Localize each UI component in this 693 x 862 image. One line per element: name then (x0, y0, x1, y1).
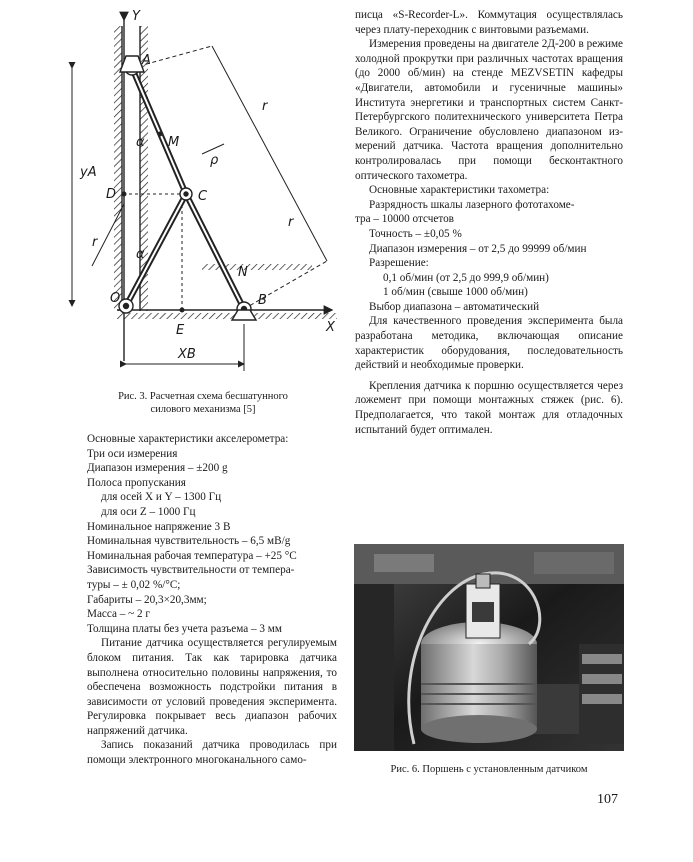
tacho-resolution-title: Разрешение: (369, 257, 429, 270)
label-point-b: B (258, 293, 267, 308)
dimension-r-line (212, 46, 327, 261)
accel-thickness: Толщина платы без учета разъема – 3 мм (87, 622, 282, 635)
accel-sensitivity: Номинальная чувствительность – 6,5 мВ/g (87, 535, 291, 548)
measure-paragraph: Измерения проведены на двигателе 2Д-200 в режиме холодной прокрутки при различных частотах вращения (до 2000 об/мин) на стенде MEZVSETIN кафедры «Двигатели, автомобили и гусеничные машины» Института энергетики и транспортных систем Санкт-Петербургского политехнического университета Петра Великого. Ограничение обусловлено диапазоном измерений датчика. Частота вращения дополнительно контролировалась при помощи бесконтактного оптического тахометра. (355, 38, 623, 182)
accel-axes: Три оси измерения (87, 447, 178, 460)
label-alpha-bottom: α (136, 247, 145, 262)
accel-dimensions: Габариты – 20,3×20,3мм; (87, 593, 207, 606)
label-x-axis: X (326, 320, 335, 335)
accel-bandwidth: Полоса пропускания (87, 476, 186, 489)
method-paragraph: Для качественного проведения эксперимента была разработана методика, включающая описание характеристик оборудования, последовательность действий и необходимые проверки. (355, 315, 623, 372)
mechanism-scheme-figure (62, 6, 345, 376)
mount-paragraph: Крепления датчика к поршню осуществляется через ложемент при помощи монтажных стяжек (рис. 6). Предполагается, что такой монтаж для отладочных испытаний будет оптимален. (355, 379, 623, 436)
page-number: 107 (597, 792, 618, 807)
label-point-d: D (106, 187, 117, 202)
accel-temp-dependency-2: туры – ± 0,02 %/°С; (87, 578, 181, 591)
tacho-resolution-2: тра – 10000 отсчетов (355, 213, 454, 226)
slider-b (232, 310, 256, 320)
label-xb: XB (178, 347, 196, 362)
figure3-caption (100, 390, 306, 416)
tacho-resolution-1: Разрядность шкалы лазерного фототахоме- (369, 198, 575, 211)
label-point-n: N (238, 265, 248, 280)
right-column (355, 8, 623, 437)
label-y-axis: Y (132, 9, 140, 24)
figure3-caption-line2: силового механизма [5] (150, 404, 256, 415)
tacho-range: Диапазон измерения – от 2,5 до 99999 об/мин (369, 242, 587, 255)
label-r-bottom: r (288, 215, 294, 230)
tacho-range-select: Выбор диапазона – автоматический (369, 300, 540, 313)
label-alpha-top: α (136, 135, 145, 150)
accel-temp-dependency-1: Зависимость чувствительности от темпера- (87, 564, 295, 577)
label-rho: ρ (210, 153, 219, 168)
label-point-a: A (142, 53, 151, 68)
piston-photo (354, 544, 624, 751)
accel-voltage: Номинальное напряжение 3 В (87, 520, 231, 533)
label-point-c: C (198, 189, 208, 204)
power-paragraph: Питание датчика осуществляется регулируемым блоком питания. Так как тарировка датчика выполнена относительно половины напряжения, то обеспечена возможность подстройки питания в зависимости от условий проведения эксперимента. Регулировка покрывает весь диапазон рабочих напряжений датчика. (87, 637, 337, 737)
continuation-paragraph: писца «S-Recorder-L». Коммутация осуществлялась через плату-переходник с винтовыми разъемами. (355, 9, 623, 36)
accel-range: Диапазон измерения – ±200 g (87, 462, 228, 475)
label-point-m: M (168, 135, 180, 150)
label-point-o: O (110, 291, 121, 306)
figure3-caption-line1: Рис. 3. Расчетная схема бесшатунного (118, 391, 288, 402)
tacho-resolution-low: 0,1 об/мин (от 2,5 до 999,9 об/мин) (383, 271, 549, 284)
figure6-caption: Рис. 6. Поршень с установленным датчиком (390, 764, 588, 775)
accel-bandwidth-z: для оси Z – 1000 Гц (101, 505, 196, 518)
accel-title: Основные характеристики акселерометра: (87, 433, 289, 445)
tacho-title: Основные характеристики тахометра: (369, 184, 550, 197)
accel-bandwidth-xy: для осей X и Y – 1300 Гц (101, 491, 222, 504)
tacho-accuracy: Точность – ±0,05 % (369, 227, 462, 240)
accel-temperature: Номинальная рабочая температура – +25 °С (87, 549, 297, 562)
accel-mass: Масса – ~ 2 г (87, 608, 150, 621)
label-point-e: E (176, 323, 185, 338)
label-r-top: r (262, 99, 268, 114)
record-paragraph: Запись показаний датчика проводилась при помощи электронного многоканального само- (87, 739, 337, 767)
left-column (87, 432, 337, 768)
tacho-resolution-high: 1 об/мин (свыше 1000 об/мин) (383, 286, 528, 299)
bottom-guide (117, 313, 337, 319)
label-ya: yA (80, 165, 97, 180)
label-r-left: r (92, 235, 98, 250)
